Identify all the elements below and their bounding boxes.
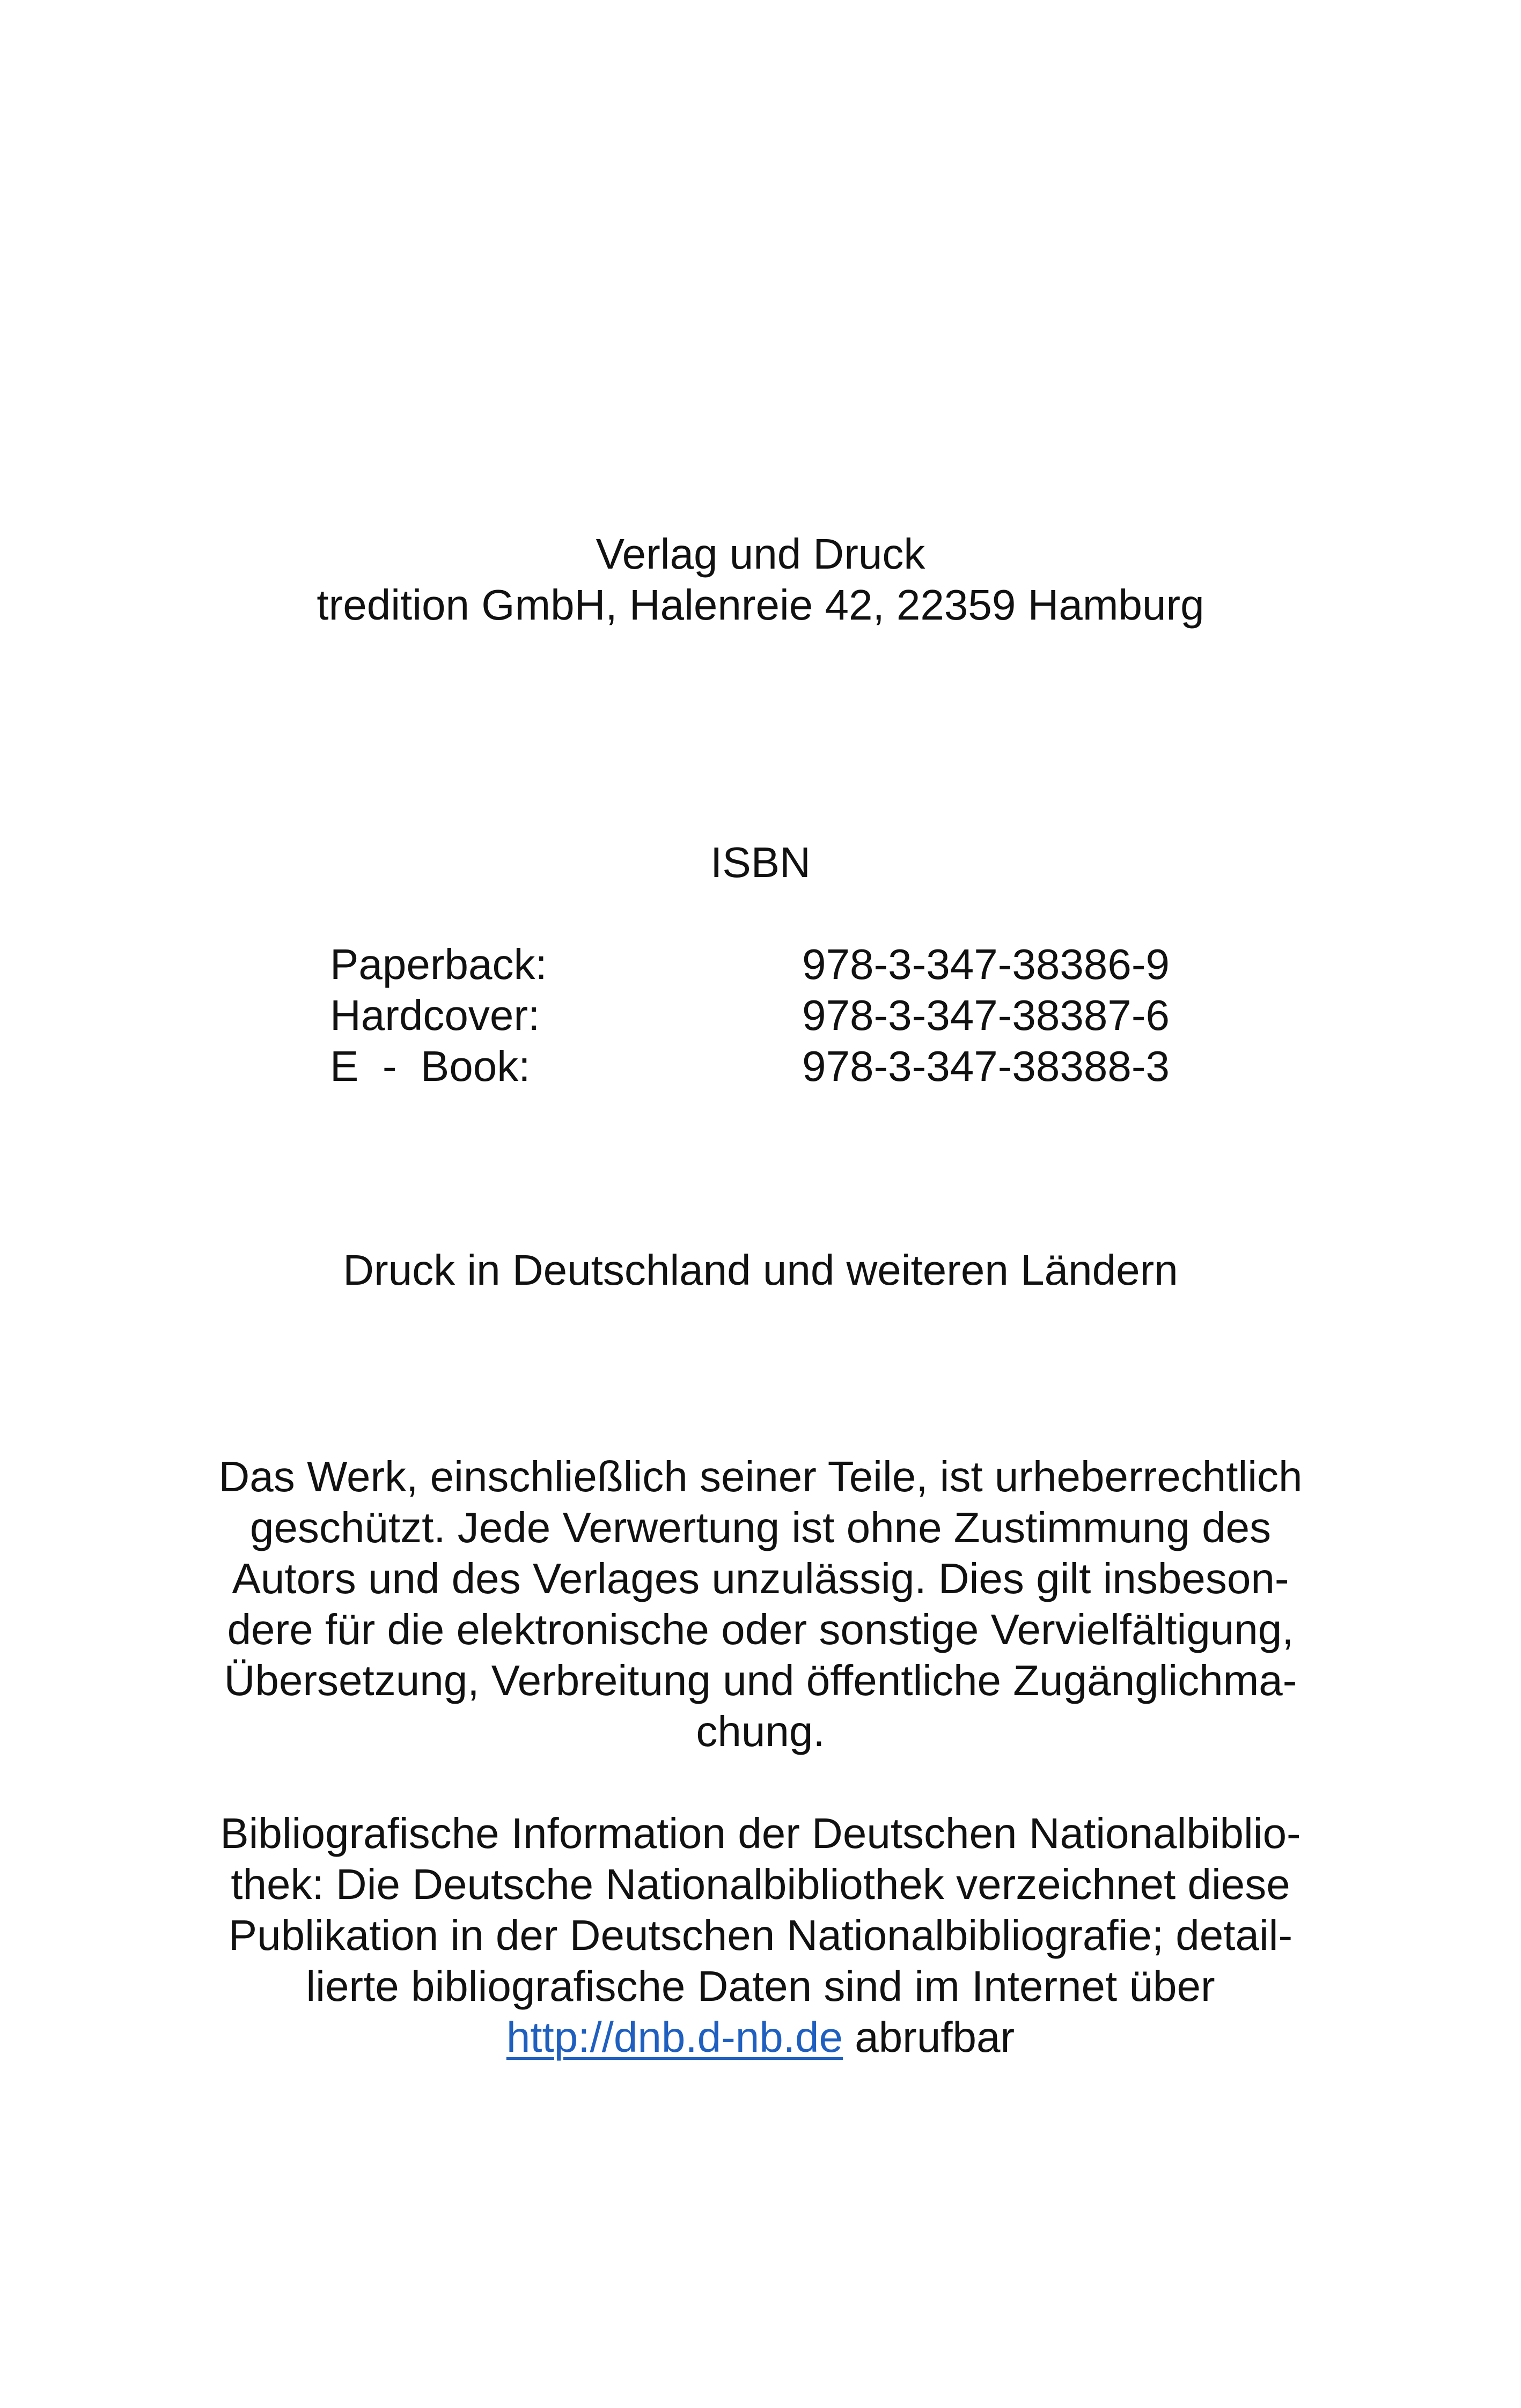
copyright-line: chung. <box>696 1707 825 1755</box>
isbn-value: 978-3-347-38387-6 <box>802 991 1170 1039</box>
copyright-line: Autors und des Verlages unzulässig. Dies gilt insbeson- <box>232 1555 1289 1602</box>
publisher-address: tredition GmbH, Halenreie 42, 22359 Hamburg <box>317 581 1204 629</box>
isbn-row-paperback <box>0 939 1521 990</box>
isbn-label: Paperback: <box>330 940 547 988</box>
isbn-row-hardcover <box>0 990 1521 1041</box>
isbn-value: 978-3-347-38388-3 <box>802 1042 1170 1090</box>
bibliographic-line: Bibliografische Information der Deutschen Nationalbiblio- <box>220 1809 1301 1857</box>
copyright-line: Übersetzung, Verbreitung und öffentliche Zugänglichma- <box>224 1656 1297 1704</box>
bibliographic-line: thek: Die Deutsche Nationalbibliothek verzeichnet diese <box>231 1860 1290 1908</box>
publisher-heading: Verlag und Druck <box>596 530 925 578</box>
isbn-label: E - Book: <box>330 1042 531 1090</box>
bibliographic-line: lierte bibliografische Daten sind im Internet über <box>306 1962 1215 2010</box>
link-suffix: abrufbar <box>842 2013 1015 2061</box>
isbn-heading: ISBN <box>710 838 811 886</box>
copyright-line: Das Werk, einschließlich seiner Teile, ist urheberrechtlich <box>218 1453 1303 1500</box>
isbn-row-ebook <box>0 1041 1521 1092</box>
copyright-line: dere für die elektronische oder sonstige Vervielfältigung, <box>227 1606 1294 1653</box>
isbn-value: 978-3-347-38386-9 <box>802 940 1170 988</box>
dnb-link[interactable]: http://dnb.d-nb.de <box>506 2013 843 2061</box>
isbn-label: Hardcover: <box>330 991 540 1039</box>
print-note: Druck in Deutschland und weiteren Ländern <box>343 1246 1178 1294</box>
bibliographic-line: Publikation in der Deutschen Nationalbibliografie; detail- <box>228 1911 1293 1959</box>
bibliographic-link-line <box>0 2012 1521 2063</box>
copyright-line: geschützt. Jede Verwertung ist ohne Zustimmung des <box>249 1504 1272 1551</box>
